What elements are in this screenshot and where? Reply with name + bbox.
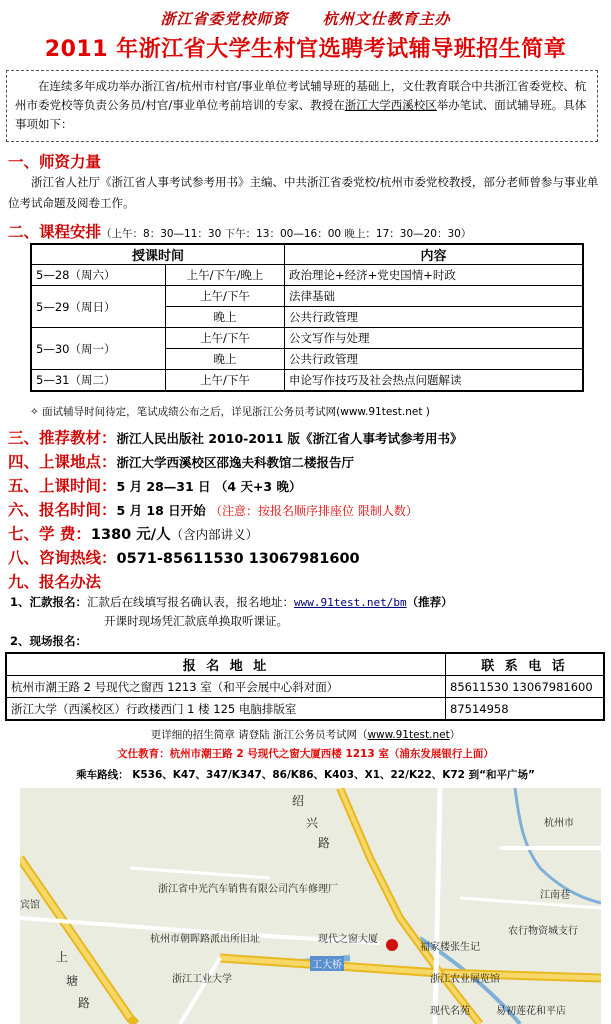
- phone-cell: 87514958: [446, 698, 605, 721]
- tuition-value: 1380 元/人: [90, 527, 171, 543]
- map-label: 农行物资城支行: [508, 926, 578, 937]
- organizer-line: [0, 8, 611, 29]
- schedule-date: 5—31（周二）: [31, 370, 166, 392]
- section-textbook: [8, 426, 463, 448]
- remit-label: 1、汇款报名：: [10, 595, 88, 609]
- map-label: 宾馆: [20, 900, 40, 911]
- intro-text-2: 举办笔试、面试辅导班。具体事项如下：: [15, 98, 587, 131]
- map-label: 路: [318, 836, 331, 850]
- intro-link[interactable]: 浙江大学西溪校区: [344, 98, 437, 112]
- intro-box: [6, 70, 598, 142]
- hotline-label: 八、咨询热线：: [8, 549, 117, 567]
- map-label: 绍: [292, 794, 305, 808]
- section-class-time: [8, 474, 301, 496]
- schedule-date: 5—29（周日）: [31, 286, 166, 328]
- table-row: [6, 698, 604, 721]
- map-label: 杭州市朝晖路派出所旧址: [150, 934, 260, 945]
- organizer-right: 杭州文仕教育主办: [322, 10, 451, 28]
- remit-text-2: 开课时现场凭汇款底单换取听课证。: [104, 614, 288, 628]
- interview-note: ✧ 面试辅导时间待定，笔试成绩公布之后，详见浙江公务员考试网(www.91test.net ): [30, 406, 430, 418]
- bus-route: [0, 767, 611, 785]
- map-label: 浙江农业展览馆: [430, 974, 500, 985]
- section-signup-time: [8, 498, 418, 520]
- signup-time-value: 5 月 18 日开始: [116, 503, 211, 518]
- table-row: [31, 265, 583, 286]
- schedule-header-time: 授课时间: [31, 244, 285, 265]
- schedule-header-content: 内容: [285, 244, 584, 265]
- footer-line1-end: ）: [449, 729, 461, 741]
- location-label: 四、上课地点：: [8, 453, 117, 471]
- bus-route-text: K536、K47、347/K347、86/K86、K403、X1、22/K22、K72 到“和平广场”: [128, 769, 535, 781]
- hotline-value: 0571-85611530 13067981600: [116, 551, 360, 567]
- map-label: 路: [78, 996, 91, 1010]
- footer-address: 文仕教育：杭州市潮王路 2 号现代之窗大厦西楼 1213 室（浦东发展银行上面）: [117, 748, 494, 760]
- map-label: 塘: [66, 974, 79, 988]
- schedule-date: 5—30（周一）: [31, 328, 166, 370]
- bus-route-label: 乘车路线：: [76, 769, 129, 781]
- map-label: 现代名苑: [430, 1006, 470, 1017]
- table-row: [6, 676, 604, 698]
- table-row: [31, 286, 583, 307]
- phone-cell: 85611530 13067981600: [446, 676, 605, 698]
- class-time-label: 五、上课时间：: [8, 477, 117, 495]
- map-label: 杭州市: [544, 818, 574, 829]
- schedule-time: 上午/下午: [166, 328, 285, 349]
- schedule-time: 上午/下午: [166, 286, 285, 307]
- map-label: 浙江省中光汽车销售有限公司汽车修理厂: [158, 884, 338, 895]
- map-label: 福家楼张生记: [420, 942, 480, 953]
- footer-line-1: [0, 727, 611, 742]
- phone-header: 联 系 电 话: [446, 653, 605, 676]
- page-title: 2011 年浙江省大学生村官选聘考试辅导班招生简章: [44, 37, 567, 62]
- schedule-heading-label: 二、课程安排: [8, 223, 102, 241]
- section-tuition: [8, 522, 258, 544]
- location-pin: [386, 939, 398, 951]
- location-value: 浙江大学西溪校区邵逸夫科教馆二楼报告厅: [116, 455, 355, 470]
- map-label: 易初莲花和平店: [496, 1006, 566, 1017]
- section-faculty-heading: 一、师资力量: [8, 153, 102, 171]
- schedule-content: 公文写作与处理: [285, 328, 584, 349]
- section-schedule-heading: [8, 220, 471, 242]
- signup-remit: [10, 594, 453, 610]
- map-label: 现代之窗大厦: [318, 934, 378, 945]
- section-faculty-text: 浙江省人社厅《浙江省人事考试参考用书》主编、中共浙江省委党校/杭州市委党校教授，部分老师曾参与事业单位考试命题及阅卷工作。: [8, 175, 599, 210]
- schedule-content: 公共行政管理: [285, 307, 584, 328]
- section-location: [8, 450, 354, 472]
- schedule-time: 上午/下午: [166, 370, 285, 392]
- class-time-value: 5 月 28—31 日 （4 天+3 晚）: [116, 479, 302, 494]
- footer-line1-text: 更详细的招生简章 请登陆 浙江公务员考试网（: [150, 729, 368, 741]
- section-signup-method: 九、报名办法: [8, 573, 102, 591]
- schedule-content: 申论写作技巧及社会热点问题解读: [285, 370, 584, 392]
- tuition-note: （含内部讲义）: [170, 527, 259, 542]
- onsite-label: 2、现场报名：: [10, 634, 88, 648]
- map-label: 浙江工业大学: [172, 974, 232, 985]
- schedule-table: [30, 243, 584, 392]
- textbook-value: 浙江人民出版社 2010-2011 版《浙江省人事考试参考用书》: [116, 431, 463, 446]
- remit-recommended: （推荐）: [406, 595, 453, 609]
- location-map[interactable]: [20, 788, 601, 1024]
- table-row: [31, 328, 583, 349]
- footer-site-link[interactable]: www.91test.net: [367, 729, 450, 741]
- remit-text: 汇款后在线填写报名确认表，报名地址：: [87, 595, 295, 609]
- schedule-hours: （上午：8：30—11：30 下午：13：00—16：00 晚上：17：30—20：30）: [101, 228, 472, 240]
- tuition-label: 七、学 费：: [8, 525, 91, 543]
- schedule-time: 晚上: [166, 349, 285, 370]
- textbook-label: 三、推荐教材：: [8, 429, 117, 447]
- schedule-time: 上午/下午/晚上: [166, 265, 285, 286]
- schedule-content: 法律基础: [285, 286, 584, 307]
- section-hotline: [8, 546, 360, 568]
- address-cell: 浙江大学（西溪校区）行政楼西门 1 楼 125 电脑排版室: [6, 698, 446, 721]
- map-label: 江南巷: [540, 890, 570, 901]
- map-label: 工大桥: [310, 956, 344, 971]
- organizer-left: 浙江省委党校师资: [160, 10, 289, 28]
- intro-text-1: 在连续多年成功举办浙江省/杭州市村官/事业单位考试辅导班的基础上，文仕教育联合中共浙江省委党校、杭州市委党校等负责公务员/村官/事业单位考前培训的专家、教授在: [15, 79, 587, 112]
- signup-address-table: [5, 652, 605, 721]
- address-cell: 杭州市潮王路 2 号现代之窗西 1213 室（和平会展中心斜对面）: [6, 676, 446, 698]
- signup-time-label: 六、报名时间：: [8, 501, 117, 519]
- table-row: [31, 370, 583, 392]
- signup-url-link[interactable]: www.91test.net/bm: [294, 596, 407, 609]
- map-label: 上: [56, 950, 69, 964]
- signup-time-note: （注意：按报名顺序排座位 限制人数）: [210, 504, 418, 518]
- schedule-content: 政治理论+经济+党史国情+时政: [285, 265, 584, 286]
- schedule-time: 晚上: [166, 307, 285, 328]
- address-header: 报 名 地 址: [6, 653, 446, 676]
- schedule-date: 5—28（周六）: [31, 265, 166, 286]
- map-label: 兴: [306, 816, 319, 830]
- schedule-content: 公共行政管理: [285, 349, 584, 370]
